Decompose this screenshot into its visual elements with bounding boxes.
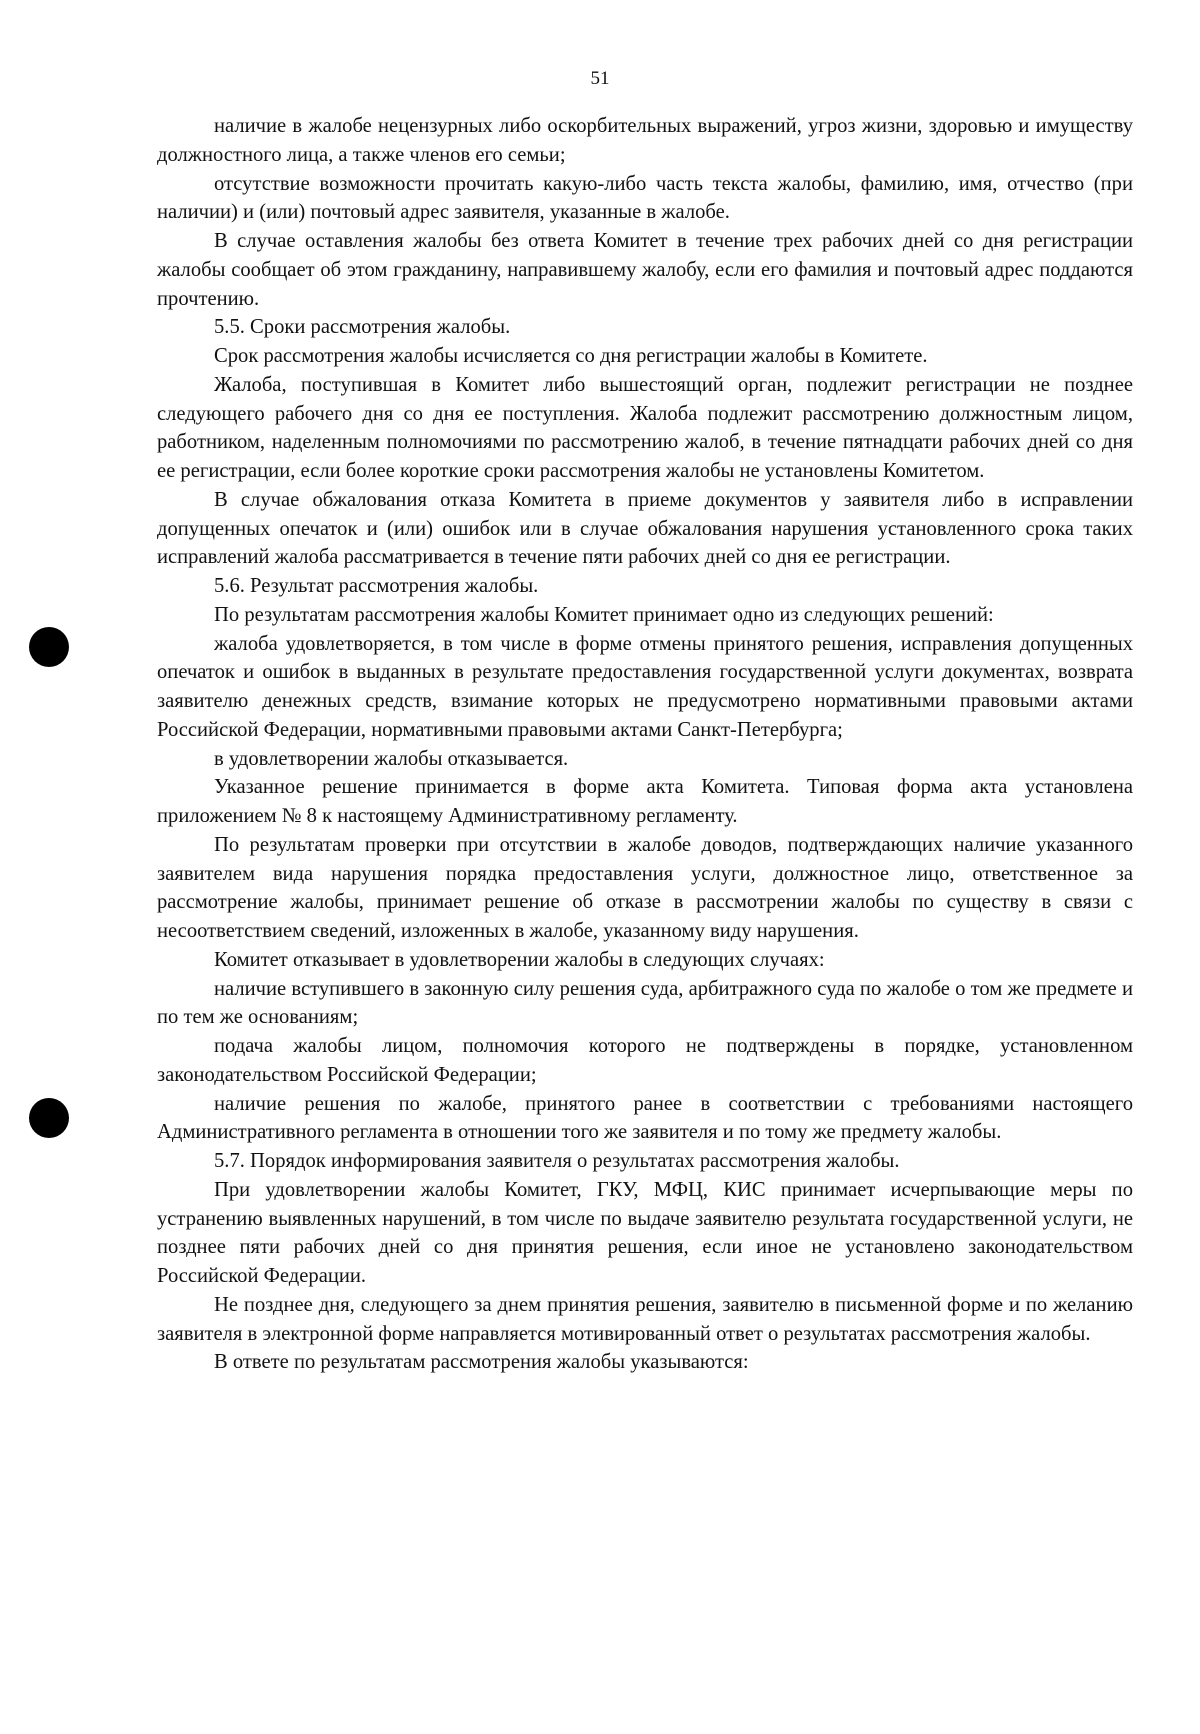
paragraph: Жалоба, поступившая в Комитет либо вышестоящий орган, подлежит регистрации не позднее следующего рабочего дня со дня ее поступления. Жалоба подлежит рассмотрению должностным лицом, работником, наделенным полномочиями по рассмотрению жалоб, в течение пятнадцати рабочих дней со дня ее регистрации, если более короткие сроки рассмотрения жалобы не установлены Комитетом. [157, 373, 1133, 482]
punch-hole-mark [29, 1098, 69, 1138]
page-number: 51 [590, 68, 610, 89]
paragraph: наличие в жалобе нецензурных либо оскорбительных выражений, угроз жизни, здоровью и имуществу должностного лица, а также членов его семьи; [157, 115, 1133, 166]
paragraph: По результатам рассмотрения жалобы Комитет принимает одно из следующих решений: [214, 603, 994, 626]
paragraph: В ответе по результатам рассмотрения жалобы указываются: [214, 1351, 749, 1374]
document-body [157, 112, 1133, 1377]
paragraph: В случае оставления жалобы без ответа Комитет в течение трех рабочих дней со дня регистрации жалобы сообщает об этом гражданину, направившему жалобу, если его фамилия и почтовый адрес поддаются прочтению. [157, 230, 1133, 310]
paragraph: в удовлетворении жалобы отказывается. [214, 747, 569, 770]
section-heading: 5.6. Результат рассмотрения жалобы. [214, 575, 539, 597]
paragraph: Не позднее дня, следующего за днем принятия решения, заявителю в письменной форме и по желанию заявителя в электронной форме направляется мотивированный ответ о результатах рассмотрения жалобы. [157, 1293, 1133, 1345]
paragraph: подача жалобы лицом, полномочия которого не подтверждены в порядке, установленном законодательством Российской Федерации; [157, 1035, 1133, 1086]
paragraph: Указанное решение принимается в форме акта Комитета. Типовая форма акта установлена приложением № 8 к настоящему Административному регламенту. [157, 776, 1133, 827]
section-heading: 5.7. Порядок информирования заявителя о результатах рассмотрения жалобы. [214, 1150, 900, 1172]
paragraph: По результатам проверки при отсутствии в жалобе доводов, подтверждающих наличие указанного заявителем вида нарушения порядка предоставления услуги, должностное лицо, ответственное за рассмотрение жалобы, принимает решение об отказе в рассмотрении жалобы по существу в связи с несоответствием сведений, изложенных в жалобе, указанному виду нарушения. [157, 833, 1133, 942]
paragraph: жалоба удовлетворяется, в том числе в форме отмены принятого решения, исправления допущенных опечаток и ошибок в выданных в результате предоставления государственной услуги документах, возврата заявителю денежных средств, взимание которых не предусмотрено нормативными правовыми актами Российской Федерации, нормативными правовыми актами Санкт-Петербурга; [157, 632, 1133, 741]
section-heading: 5.5. Сроки рассмотрения жалобы. [214, 316, 511, 339]
paragraph: Комитет отказывает в удовлетворении жалобы в следующих случаях: [214, 948, 825, 971]
paragraph: Срок рассмотрения жалобы исчисляется со дня регистрации жалобы в Комитете. [214, 345, 928, 367]
paragraph: При удовлетворении жалобы Комитет, ГКУ, МФЦ, КИС принимает исчерпывающие меры по устранению выявленных нарушений, в том числе по выдаче заявителю результата государственной услуги, не позднее пяти рабочих дней со дня принятия решения, если иное не установлено законодательством Российской Федерации. [157, 1178, 1133, 1287]
paragraph: наличие вступившего в законную силу решения суда, арбитражного суда по жалобе о том же предмете и по тем же основаниям; [157, 977, 1133, 1029]
punch-hole-mark [29, 627, 69, 667]
paragraph: В случае обжалования отказа Комитета в приеме документов у заявителя либо в исправлении допущенных опечаток и (или) ошибок или в случае обжалования нарушения установленного срока таких исправлений жалоба рассматривается в течение пяти рабочих дней со дня ее регистрации. [157, 488, 1133, 569]
paragraph: отсутствие возможности прочитать какую-либо часть текста жалобы, фамилию, имя, отчество (при наличии) и (или) почтовый адрес заявителя, указанные в жалобе. [157, 172, 1133, 224]
paragraph: наличие решения по жалобе, принятого ранее в соответствии с требованиями настоящего Административного регламента в отношении того же заявителя и по тому же предмету жалобы. [157, 1092, 1133, 1144]
